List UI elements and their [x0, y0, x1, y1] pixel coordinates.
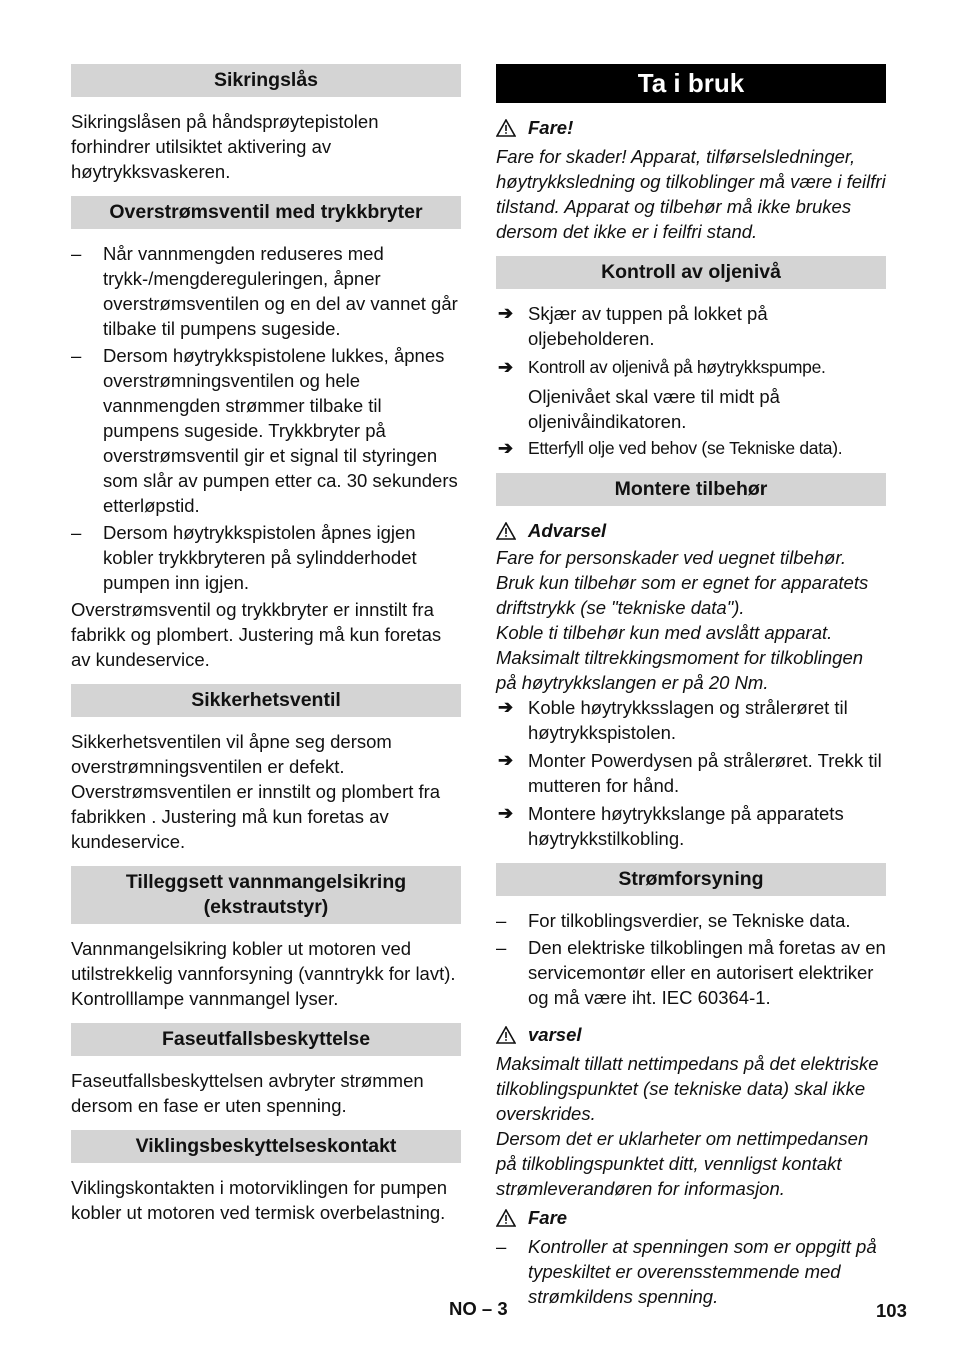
- tilleggsett-lamp: Kontrolllampe vannmangel lyser.: [71, 988, 339, 1009]
- strom-list: [496, 908, 886, 1010]
- advarsel-body-2: Koble ti tilbehør kun med avslått apparat.: [496, 622, 833, 643]
- dash-icon: –: [496, 937, 507, 958]
- list-item: ➔ Montere høytrykkslange på apparatets høytrykkstilkobling.: [498, 803, 844, 849]
- vikling-body: Viklingskontakten i motorviklingen for pumpen kobler ut motoren ved termisk overbelastning.: [71, 1177, 448, 1223]
- section-title-sikringslas: Sikringslås: [71, 64, 461, 97]
- overstromsventil-list: [71, 241, 461, 595]
- advarsel-warning: Advarsel: [496, 518, 886, 543]
- faseutfall-body: Faseutfallsbeskyttelsen avbryter strømmen dersom en fase er uten spenning.: [71, 1070, 424, 1116]
- section-title-faseutfall: Faseutfallsbeskyttelse: [71, 1023, 461, 1056]
- list-item: ➔ Etterfyll olje ved behov (se Tekniske data).: [496, 436, 886, 461]
- arrow-right-icon: ➔: [498, 750, 514, 770]
- sikringslas-body: Sikringslåsen på håndsprøytepistolen forhindrer utilsiktet aktivering av høytrykksvaskeren.: [71, 111, 379, 182]
- advarsel-body-1: Fare for personskader ved uegnet tilbehør. Bruk kun tilbehør som er egnet for apparatets driftstrykk (se "tekniske data").: [496, 547, 869, 618]
- page-number: 103: [876, 1300, 907, 1321]
- dash-icon: –: [71, 345, 82, 366]
- dash-icon: –: [71, 522, 82, 543]
- right-column: [496, 64, 886, 1309]
- fare-list: [496, 1234, 886, 1309]
- tilleggsett-body: Vannmangelsikring kobler ut motoren ved utilstrekkelig vannforsyning (vanntrykk for lavt).: [71, 938, 456, 984]
- list-item: ➔ Koble høytrykksslagen og strålerøret til høytrykkspistolen.: [498, 697, 848, 743]
- warning-triangle-icon: [496, 1026, 516, 1044]
- montere-list: [496, 695, 886, 851]
- section-title-vikling: Viklingsbeskyttelseskontakt: [71, 1130, 461, 1163]
- varsel-warning: varsel: [496, 1022, 886, 1047]
- advarsel-body-3: Maksimalt tiltrekkingsmoment for tilkoblingen på høytrykkslangen er på 20 Nm.: [496, 647, 864, 693]
- fare-warning: Fare!: [496, 115, 886, 140]
- kontroll-list: [496, 301, 886, 380]
- list-item: ➔ Monter Powerdysen på strålerøret. Trekk til mutteren for hånd.: [498, 750, 882, 796]
- overstromsventil-after: Overstrømsventil og trykkbryter er innstilt fra fabrikk og plombert. Justering må kun foretas av kundeservice.: [71, 599, 442, 670]
- kontroll-item2-cont: Oljenivået skal være til midt på oljenivåindikatoren.: [528, 386, 780, 432]
- arrow-right-icon: ➔: [498, 438, 513, 458]
- fare-warning-2: Fare: [496, 1205, 886, 1230]
- page-label: NO – 3: [449, 1298, 508, 1319]
- list-item: – Dersom høytrykkspistolene lukkes, åpnes overstrømningsventilen og hele vannmengden strømmer tilbake til pumpens sugeside. Trykkbryter på overstrømsventil gir et signal til styringen som slår av pumpen etter ca. 30 sekunders etterløpstid.: [71, 345, 458, 516]
- dash-icon: –: [71, 243, 82, 264]
- left-column: [71, 64, 461, 1225]
- section-title-kontroll: Kontroll av oljenivå: [496, 256, 886, 289]
- warning-triangle-icon: [496, 1209, 516, 1227]
- list-item: – Den elektriske tilkoblingen må foretas av en servicemontør eller en autorisert elektriker og må være iht. IEC 60364-1.: [496, 937, 886, 1008]
- varsel-body-2: Dersom det er uklarheter om nettimpedansen på tilkoblingspunktet ditt, vennligst kontakt strømleverandøren for informasjon.: [496, 1128, 869, 1199]
- section-title-montere: Montere tilbehør: [496, 473, 886, 506]
- sikkerhetsventil-body: Sikkerhetsventilen vil åpne seg dersom overstrømningsventilen er defekt. Overstrømsventilen er innstilt og plombert fra fabrikken . Justering må kun foretas av kundeservice.: [71, 731, 441, 852]
- list-item: – Dersom høytrykkspistolen åpnes igjen kobler trykkbryteren på sylindderhodet pumpen inn igjen.: [71, 522, 417, 593]
- fare-body: Fare for skader! Apparat, tilførselsledninger, høytrykksledning og tilkoblinger må være i feilfri tilstand. Apparat og tilbehør må ikke brukes dersom det ikke er i feilfri stand.: [496, 146, 886, 242]
- warning-triangle-icon: [496, 522, 516, 540]
- arrow-right-icon: ➔: [498, 303, 514, 323]
- list-item: ➔ Kontroll av oljenivå på høytrykkspumpe.: [496, 355, 886, 380]
- section-title-tilleggsett: Tilleggsett vannmangelsikring (ekstrautstyr): [71, 866, 461, 924]
- list-item: – Når vannmengden reduseres med trykk-/mengdereguleringen, åpner overstrømsventilen og en del av vannet går tilbake til pumpens sugeside.: [71, 243, 458, 339]
- main-title: Ta i bruk: [496, 64, 886, 103]
- dash-icon: –: [496, 910, 507, 931]
- section-title-sikkerhetsventil: Sikkerhetsventil: [71, 684, 461, 717]
- section-title-strom: Strømforsyning: [496, 863, 886, 896]
- arrow-right-icon: ➔: [498, 803, 514, 823]
- list-item: ➔ Skjær av tuppen på lokket på oljebeholderen.: [498, 303, 768, 349]
- arrow-right-icon: ➔: [498, 357, 513, 377]
- kontroll-list-2: [496, 436, 886, 461]
- varsel-body-1: Maksimalt tillatt nettimpedans på det elektriske tilkoblingspunktet (se tekniske data) skal ikke overskrides.: [496, 1053, 879, 1124]
- list-item: – Kontroller at spenningen som er oppgitt på typeskiltet er overensstemmende med strømkildens spenning.: [496, 1236, 877, 1307]
- list-item: – For tilkoblingsverdier, se Tekniske data.: [496, 910, 851, 931]
- warning-triangle-icon: [496, 119, 516, 137]
- dash-icon: –: [496, 1236, 507, 1257]
- section-title-overstromsventil: Overstrømsventil med trykkbryter: [71, 196, 461, 229]
- arrow-right-icon: ➔: [498, 697, 514, 717]
